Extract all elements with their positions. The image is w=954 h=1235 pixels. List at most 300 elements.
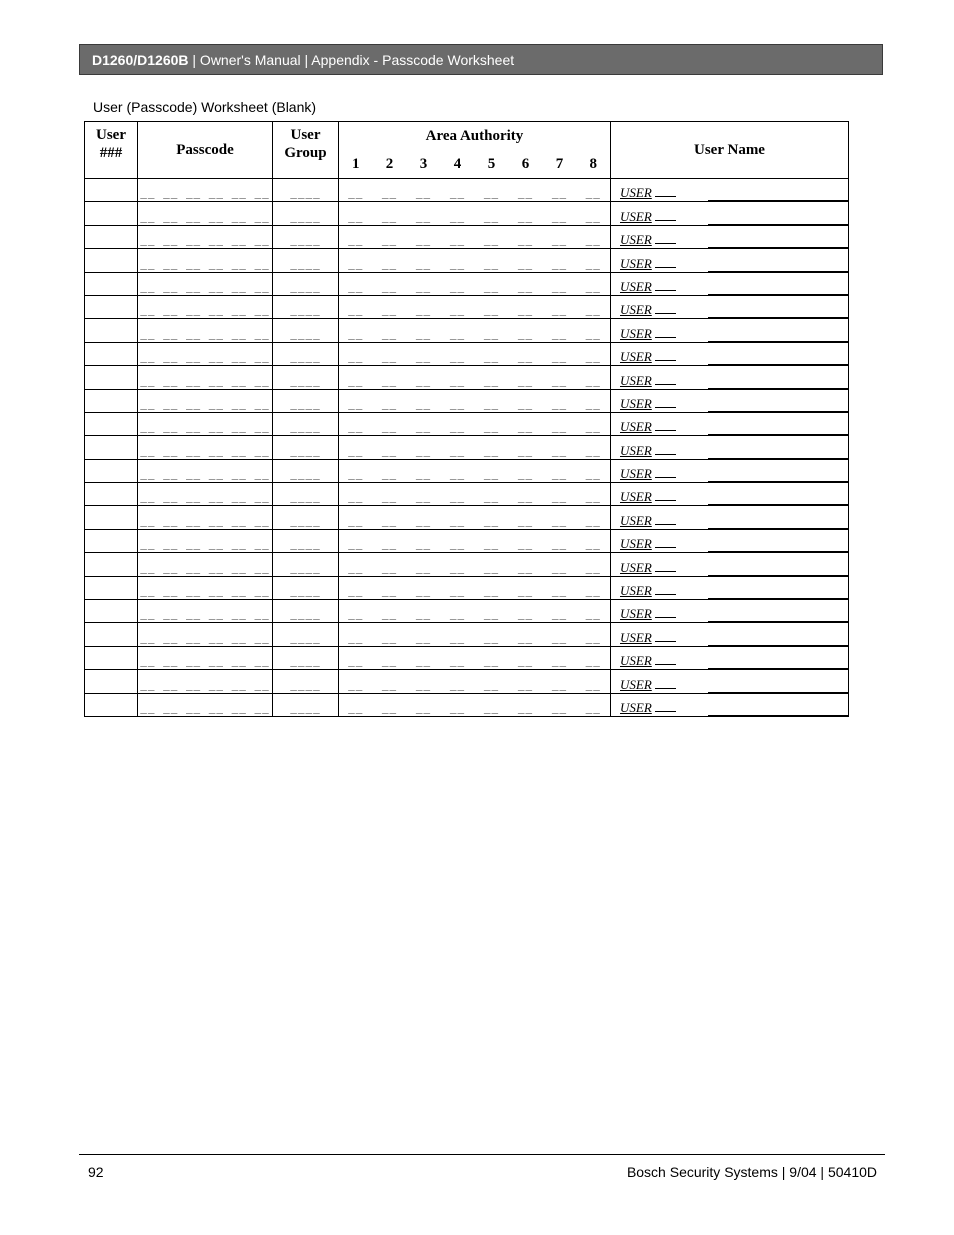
- user-group-cell[interactable]: [273, 249, 339, 272]
- user-name-cell[interactable]: [611, 272, 849, 295]
- area-blank: __: [517, 537, 534, 551]
- area-authority-cell-8[interactable]: [577, 412, 611, 435]
- user-group-cell[interactable]: [273, 529, 339, 552]
- user-group-blank: ____: [290, 326, 321, 340]
- passcode-cell[interactable]: [138, 553, 273, 576]
- area-authority-cell-6[interactable]: [509, 412, 543, 435]
- area-authority-cell-6[interactable]: [509, 646, 543, 669]
- area-authority-cell-1[interactable]: [339, 249, 373, 272]
- area-authority-cell-1[interactable]: [339, 272, 373, 295]
- area-authority-cell-5[interactable]: [475, 202, 509, 225]
- area-authority-cell-6[interactable]: [509, 483, 543, 506]
- area-authority-cell-4[interactable]: [441, 412, 475, 435]
- area-authority-cell-7[interactable]: [543, 366, 577, 389]
- passcode-cell[interactable]: [138, 225, 273, 248]
- area-authority-cell-7[interactable]: [543, 225, 577, 248]
- user-group-blank: ____: [290, 560, 321, 574]
- area-authority-cell-7[interactable]: [543, 342, 577, 365]
- area-authority-cell-6[interactable]: [509, 459, 543, 482]
- area-authority-cell-1[interactable]: [339, 319, 373, 342]
- user-group-cell[interactable]: [273, 600, 339, 623]
- user-name-cell[interactable]: [611, 646, 849, 669]
- area-authority-cell-4[interactable]: [441, 646, 475, 669]
- area-authority-cell-1[interactable]: [339, 483, 373, 506]
- area-authority-cell-5[interactable]: [475, 459, 509, 482]
- user-group-cell[interactable]: [273, 225, 339, 248]
- area-authority-cell-3[interactable]: [407, 670, 441, 693]
- area-authority-cell-4[interactable]: [441, 319, 475, 342]
- area-authority-cell-2[interactable]: [373, 529, 407, 552]
- passcode-cell[interactable]: [138, 249, 273, 272]
- area-authority-cell-1[interactable]: [339, 436, 373, 459]
- user-group-cell[interactable]: [273, 693, 339, 716]
- area-authority-cell-4[interactable]: [441, 506, 475, 529]
- area-authority-cell-5[interactable]: [475, 249, 509, 272]
- area-authority-cell-6[interactable]: [509, 179, 543, 202]
- area-authority-cell-2[interactable]: [373, 576, 407, 599]
- area-authority-cell-8[interactable]: [577, 506, 611, 529]
- user-number-cell[interactable]: [85, 670, 138, 693]
- footer-divider: [79, 1154, 885, 1155]
- user-number-cell[interactable]: [85, 600, 138, 623]
- user-name-cell[interactable]: [611, 179, 849, 202]
- passcode-cell[interactable]: [138, 436, 273, 459]
- area-authority-cell-3[interactable]: [407, 202, 441, 225]
- area-authority-cell-2[interactable]: [373, 600, 407, 623]
- area-authority-cell-7[interactable]: [543, 506, 577, 529]
- area-authority-cell-6[interactable]: [509, 600, 543, 623]
- user-number-cell[interactable]: [85, 646, 138, 669]
- area-authority-cell-1[interactable]: [339, 623, 373, 646]
- area-authority-cell-4[interactable]: [441, 553, 475, 576]
- user-name-cell[interactable]: [611, 342, 849, 365]
- area-authority-cell-7[interactable]: [543, 600, 577, 623]
- area-authority-cell-5[interactable]: [475, 576, 509, 599]
- area-authority-cell-5[interactable]: [475, 553, 509, 576]
- user-number-cell[interactable]: [85, 249, 138, 272]
- area-authority-cell-8[interactable]: [577, 366, 611, 389]
- area-authority-cell-6[interactable]: [509, 623, 543, 646]
- area-authority-cell-8[interactable]: [577, 483, 611, 506]
- area-authority-cell-8[interactable]: [577, 272, 611, 295]
- passcode-cell[interactable]: [138, 319, 273, 342]
- area-authority-cell-4[interactable]: [441, 600, 475, 623]
- area-authority-cell-6[interactable]: [509, 553, 543, 576]
- user-group-cell[interactable]: [273, 202, 339, 225]
- area-authority-cell-3[interactable]: [407, 623, 441, 646]
- user-name-cell[interactable]: [611, 693, 849, 716]
- area-authority-cell-3[interactable]: [407, 600, 441, 623]
- area-authority-cell-3[interactable]: [407, 389, 441, 412]
- user-name-cell[interactable]: [611, 412, 849, 435]
- user-group-cell[interactable]: [273, 389, 339, 412]
- passcode-cell[interactable]: [138, 693, 273, 716]
- user-name-cell[interactable]: [611, 436, 849, 459]
- user-number-cell[interactable]: [85, 272, 138, 295]
- area-authority-cell-1[interactable]: [339, 412, 373, 435]
- area-authority-cell-2[interactable]: [373, 202, 407, 225]
- passcode-cell[interactable]: [138, 670, 273, 693]
- area-authority-cell-6[interactable]: [509, 670, 543, 693]
- passcode-cell[interactable]: [138, 272, 273, 295]
- area-authority-cell-2[interactable]: [373, 389, 407, 412]
- passcode-cell[interactable]: [138, 412, 273, 435]
- area-authority-cell-4[interactable]: [441, 623, 475, 646]
- area-authority-cell-1[interactable]: [339, 529, 373, 552]
- user-group-cell[interactable]: [273, 576, 339, 599]
- area-authority-cell-8[interactable]: [577, 202, 611, 225]
- area-authority-cell-6[interactable]: [509, 225, 543, 248]
- area-authority-cell-2[interactable]: [373, 623, 407, 646]
- area-authority-cell-7[interactable]: [543, 553, 577, 576]
- user-number-cell[interactable]: [85, 483, 138, 506]
- area-authority-cell-7[interactable]: [543, 646, 577, 669]
- area-authority-cell-8[interactable]: [577, 600, 611, 623]
- area-authority-cell-7[interactable]: [543, 483, 577, 506]
- area-authority-cell-3[interactable]: [407, 225, 441, 248]
- user-name-cell[interactable]: [611, 576, 849, 599]
- user-group-cell[interactable]: [273, 483, 339, 506]
- area-authority-cell-5[interactable]: [475, 179, 509, 202]
- user-name-cell[interactable]: [611, 459, 849, 482]
- area-authority-cell-7[interactable]: [543, 529, 577, 552]
- area-authority-cell-2[interactable]: [373, 342, 407, 365]
- area-authority-cell-6[interactable]: [509, 272, 543, 295]
- area-authority-cell-1[interactable]: [339, 389, 373, 412]
- area-authority-cell-6[interactable]: [509, 576, 543, 599]
- area-authority-cell-6[interactable]: [509, 342, 543, 365]
- user-number-cell[interactable]: [85, 529, 138, 552]
- area-authority-cell-6[interactable]: [509, 249, 543, 272]
- user-group-cell[interactable]: [273, 412, 339, 435]
- area-authority-cell-5[interactable]: [475, 366, 509, 389]
- area-authority-cell-4[interactable]: [441, 576, 475, 599]
- area-authority-cell-7[interactable]: [543, 459, 577, 482]
- area-authority-cell-4[interactable]: [441, 249, 475, 272]
- area-authority-cell-2[interactable]: [373, 436, 407, 459]
- user-prefix-label: USER: [620, 185, 652, 201]
- user-group-cell[interactable]: [273, 670, 339, 693]
- area-authority-cell-4[interactable]: [441, 366, 475, 389]
- area-blank: __: [585, 654, 601, 668]
- area-authority-cell-4[interactable]: [441, 225, 475, 248]
- user-number-cell[interactable]: [85, 179, 138, 202]
- area-authority-cell-1[interactable]: [339, 459, 373, 482]
- area-authority-cell-7[interactable]: [543, 670, 577, 693]
- area-authority-cell-4[interactable]: [441, 529, 475, 552]
- area-blank: __: [348, 233, 364, 247]
- area-authority-cell-2[interactable]: [373, 483, 407, 506]
- area-authority-cell-1[interactable]: [339, 342, 373, 365]
- area-authority-cell-5[interactable]: [475, 225, 509, 248]
- area-authority-cell-4[interactable]: [441, 295, 475, 318]
- passcode-cell[interactable]: [138, 529, 273, 552]
- area-authority-cell-6[interactable]: [509, 529, 543, 552]
- user-number-cell[interactable]: [85, 225, 138, 248]
- area-authority-cell-7[interactable]: [543, 179, 577, 202]
- area-authority-cell-6[interactable]: [509, 436, 543, 459]
- area-authority-cell-2[interactable]: [373, 412, 407, 435]
- area-authority-cell-7[interactable]: [543, 436, 577, 459]
- user-number-cell[interactable]: [85, 436, 138, 459]
- user-name-cell[interactable]: [611, 506, 849, 529]
- passcode-cell[interactable]: [138, 459, 273, 482]
- area-authority-cell-2[interactable]: [373, 179, 407, 202]
- user-group-cell[interactable]: [273, 646, 339, 669]
- area-authority-cell-6[interactable]: [509, 693, 543, 716]
- area-authority-cell-3[interactable]: [407, 412, 441, 435]
- user-number-cell[interactable]: [85, 366, 138, 389]
- user-name-cell[interactable]: [611, 600, 849, 623]
- user-group-cell[interactable]: [273, 553, 339, 576]
- user-number-cell[interactable]: [85, 202, 138, 225]
- area-authority-cell-7[interactable]: [543, 295, 577, 318]
- user-group-blank: ____: [290, 233, 321, 247]
- user-name-cell[interactable]: [611, 670, 849, 693]
- area-authority-cell-3[interactable]: [407, 576, 441, 599]
- user-number-cell[interactable]: [85, 342, 138, 365]
- passcode-cell[interactable]: [138, 483, 273, 506]
- area-authority-cell-2[interactable]: [373, 506, 407, 529]
- passcode-cell[interactable]: [138, 295, 273, 318]
- area-authority-cell-8[interactable]: [577, 670, 611, 693]
- area-authority-cell-6[interactable]: [509, 295, 543, 318]
- area-authority-cell-6[interactable]: [509, 366, 543, 389]
- area-authority-cell-1[interactable]: [339, 506, 373, 529]
- area-authority-cell-7[interactable]: [543, 693, 577, 716]
- area-authority-cell-4[interactable]: [441, 436, 475, 459]
- area-blank: __: [348, 630, 364, 644]
- area-authority-cell-1[interactable]: [339, 670, 373, 693]
- user-group-cell[interactable]: [273, 623, 339, 646]
- user-group-blank: ____: [290, 256, 321, 270]
- passcode-cell[interactable]: [138, 646, 273, 669]
- user-group-cell[interactable]: [273, 436, 339, 459]
- area-authority-cell-3[interactable]: [407, 319, 441, 342]
- area-blank: __: [517, 396, 534, 410]
- user-name-cell[interactable]: [611, 529, 849, 552]
- passcode-cell[interactable]: [138, 623, 273, 646]
- area-authority-cell-3[interactable]: [407, 553, 441, 576]
- area-authority-cell-8[interactable]: [577, 249, 611, 272]
- user-group-cell[interactable]: [273, 179, 339, 202]
- area-authority-cell-1[interactable]: [339, 366, 373, 389]
- passcode-cell[interactable]: [138, 202, 273, 225]
- area-authority-cell-5[interactable]: [475, 483, 509, 506]
- passcode-cell[interactable]: [138, 576, 273, 599]
- passcode-blank: __ __ __ __ __ __: [140, 560, 270, 574]
- user-name-cell[interactable]: [611, 319, 849, 342]
- area-authority-cell-5[interactable]: [475, 342, 509, 365]
- area-blank: __: [381, 233, 398, 247]
- user-name-cell[interactable]: [611, 553, 849, 576]
- area-authority-cell-2[interactable]: [373, 459, 407, 482]
- area-authority-cell-2[interactable]: [373, 646, 407, 669]
- area-authority-cell-6[interactable]: [509, 202, 543, 225]
- user-group-cell[interactable]: [273, 272, 339, 295]
- area-authority-cell-7[interactable]: [543, 576, 577, 599]
- user-number-cell[interactable]: [85, 623, 138, 646]
- area-authority-cell-7[interactable]: [543, 319, 577, 342]
- area-authority-cell-5[interactable]: [475, 436, 509, 459]
- user-group-cell[interactable]: [273, 506, 339, 529]
- user-number-blank: [655, 688, 676, 689]
- area-authority-cell-7[interactable]: [543, 389, 577, 412]
- area-authority-cell-8[interactable]: [577, 553, 611, 576]
- user-number-cell[interactable]: [85, 576, 138, 599]
- area-blank: __: [381, 396, 398, 410]
- area-authority-cell-1[interactable]: [339, 553, 373, 576]
- user-name-cell[interactable]: [611, 295, 849, 318]
- area-blank: __: [449, 513, 466, 527]
- area-authority-cell-4[interactable]: [441, 179, 475, 202]
- area-authority-cell-5[interactable]: [475, 506, 509, 529]
- area-authority-cell-5[interactable]: [475, 272, 509, 295]
- area-authority-cell-3[interactable]: [407, 693, 441, 716]
- passcode-cell[interactable]: [138, 179, 273, 202]
- area-authority-cell-8[interactable]: [577, 646, 611, 669]
- user-name-cell[interactable]: [611, 623, 849, 646]
- area-authority-cell-1[interactable]: [339, 179, 373, 202]
- user-group-cell[interactable]: [273, 459, 339, 482]
- area-blank: __: [449, 279, 466, 293]
- area-authority-cell-5[interactable]: [475, 319, 509, 342]
- user-number-cell[interactable]: [85, 389, 138, 412]
- area-authority-cell-8[interactable]: [577, 623, 611, 646]
- area-authority-cell-2[interactable]: [373, 553, 407, 576]
- area-authority-cell-3[interactable]: [407, 646, 441, 669]
- user-number-cell[interactable]: [85, 295, 138, 318]
- area-authority-cell-8[interactable]: [577, 225, 611, 248]
- area-authority-cell-4[interactable]: [441, 389, 475, 412]
- area-authority-cell-3[interactable]: [407, 272, 441, 295]
- area-authority-cell-4[interactable]: [441, 342, 475, 365]
- area-authority-cell-4[interactable]: [441, 459, 475, 482]
- area-authority-cell-5[interactable]: [475, 600, 509, 623]
- user-name-cell[interactable]: [611, 389, 849, 412]
- table-row: [85, 670, 849, 693]
- user-group-cell[interactable]: [273, 319, 339, 342]
- area-authority-cell-5[interactable]: [475, 412, 509, 435]
- area-authority-cell-6[interactable]: [509, 319, 543, 342]
- area-authority-cell-4[interactable]: [441, 670, 475, 693]
- area-authority-cell-3[interactable]: [407, 366, 441, 389]
- area-authority-cell-3[interactable]: [407, 249, 441, 272]
- area-authority-cell-7[interactable]: [543, 202, 577, 225]
- area-authority-cell-1[interactable]: [339, 202, 373, 225]
- user-name-cell[interactable]: [611, 366, 849, 389]
- user-group-blank: ____: [290, 420, 321, 434]
- user-name-cell[interactable]: [611, 225, 849, 248]
- area-authority-cell-4[interactable]: [441, 272, 475, 295]
- area-authority-cell-6[interactable]: [509, 506, 543, 529]
- area-blank: __: [415, 537, 432, 551]
- area-authority-cell-2[interactable]: [373, 249, 407, 272]
- user-number-cell[interactable]: [85, 412, 138, 435]
- area-blank: __: [483, 700, 500, 714]
- area-authority-cell-1[interactable]: [339, 576, 373, 599]
- user-number-cell[interactable]: [85, 459, 138, 482]
- area-authority-cell-3[interactable]: [407, 506, 441, 529]
- table-row: [85, 342, 849, 365]
- passcode-cell[interactable]: [138, 389, 273, 412]
- area-authority-cell-2[interactable]: [373, 693, 407, 716]
- area-authority-cell-8[interactable]: [577, 179, 611, 202]
- area-authority-cell-8[interactable]: [577, 529, 611, 552]
- area-authority-cell-7[interactable]: [543, 623, 577, 646]
- area-authority-cell-8[interactable]: [577, 576, 611, 599]
- area-authority-cell-3[interactable]: [407, 436, 441, 459]
- area-authority-cell-1[interactable]: [339, 600, 373, 623]
- area-authority-cell-4[interactable]: [441, 693, 475, 716]
- area-authority-cell-8[interactable]: [577, 342, 611, 365]
- passcode-cell[interactable]: [138, 600, 273, 623]
- area-authority-cell-5[interactable]: [475, 693, 509, 716]
- area-authority-cell-1[interactable]: [339, 646, 373, 669]
- area-authority-cell-5[interactable]: [475, 646, 509, 669]
- area-authority-cell-3[interactable]: [407, 179, 441, 202]
- area-authority-cell-7[interactable]: [543, 272, 577, 295]
- area-authority-cell-3[interactable]: [407, 459, 441, 482]
- user-number-cell[interactable]: [85, 319, 138, 342]
- user-name-cell[interactable]: [611, 483, 849, 506]
- area-authority-cell-5[interactable]: [475, 529, 509, 552]
- area-authority-cell-2[interactable]: [373, 295, 407, 318]
- user-name-cell[interactable]: [611, 202, 849, 225]
- area-authority-cell-5[interactable]: [475, 623, 509, 646]
- area-authority-cell-4[interactable]: [441, 483, 475, 506]
- area-authority-cell-8[interactable]: [577, 459, 611, 482]
- area-authority-cell-8[interactable]: [577, 693, 611, 716]
- passcode-blank: __ __ __ __ __ __: [140, 630, 270, 644]
- passcode-cell[interactable]: [138, 366, 273, 389]
- user-number-cell[interactable]: [85, 553, 138, 576]
- area-blank: __: [585, 700, 601, 714]
- user-number-cell[interactable]: [85, 693, 138, 716]
- area-authority-cell-5[interactable]: [475, 389, 509, 412]
- passcode-cell[interactable]: [138, 506, 273, 529]
- user-name-cell[interactable]: [611, 249, 849, 272]
- area-authority-cell-2[interactable]: [373, 670, 407, 693]
- area-authority-cell-3[interactable]: [407, 295, 441, 318]
- area-authority-cell-2[interactable]: [373, 272, 407, 295]
- area-authority-cell-8[interactable]: [577, 319, 611, 342]
- area-authority-cell-8[interactable]: [577, 389, 611, 412]
- area-authority-cell-2[interactable]: [373, 319, 407, 342]
- user-group-cell[interactable]: [273, 342, 339, 365]
- area-authority-cell-1[interactable]: [339, 693, 373, 716]
- area-authority-cell-8[interactable]: [577, 436, 611, 459]
- area-authority-cell-3[interactable]: [407, 483, 441, 506]
- area-authority-cell-3[interactable]: [407, 342, 441, 365]
- area-authority-cell-5[interactable]: [475, 670, 509, 693]
- area-authority-cell-6[interactable]: [509, 389, 543, 412]
- area-authority-cell-1[interactable]: [339, 225, 373, 248]
- area-authority-cell-3[interactable]: [407, 529, 441, 552]
- passcode-cell[interactable]: [138, 342, 273, 365]
- area-authority-cell-4[interactable]: [441, 202, 475, 225]
- area-authority-cell-5[interactable]: [475, 295, 509, 318]
- area-authority-cell-2[interactable]: [373, 225, 407, 248]
- user-group-cell[interactable]: [273, 295, 339, 318]
- area-authority-cell-8[interactable]: [577, 295, 611, 318]
- area-authority-cell-2[interactable]: [373, 366, 407, 389]
- area-authority-cell-1[interactable]: [339, 295, 373, 318]
- area-authority-cell-7[interactable]: [543, 249, 577, 272]
- user-group-cell[interactable]: [273, 366, 339, 389]
- area-authority-cell-7[interactable]: [543, 412, 577, 435]
- user-number-cell[interactable]: [85, 506, 138, 529]
